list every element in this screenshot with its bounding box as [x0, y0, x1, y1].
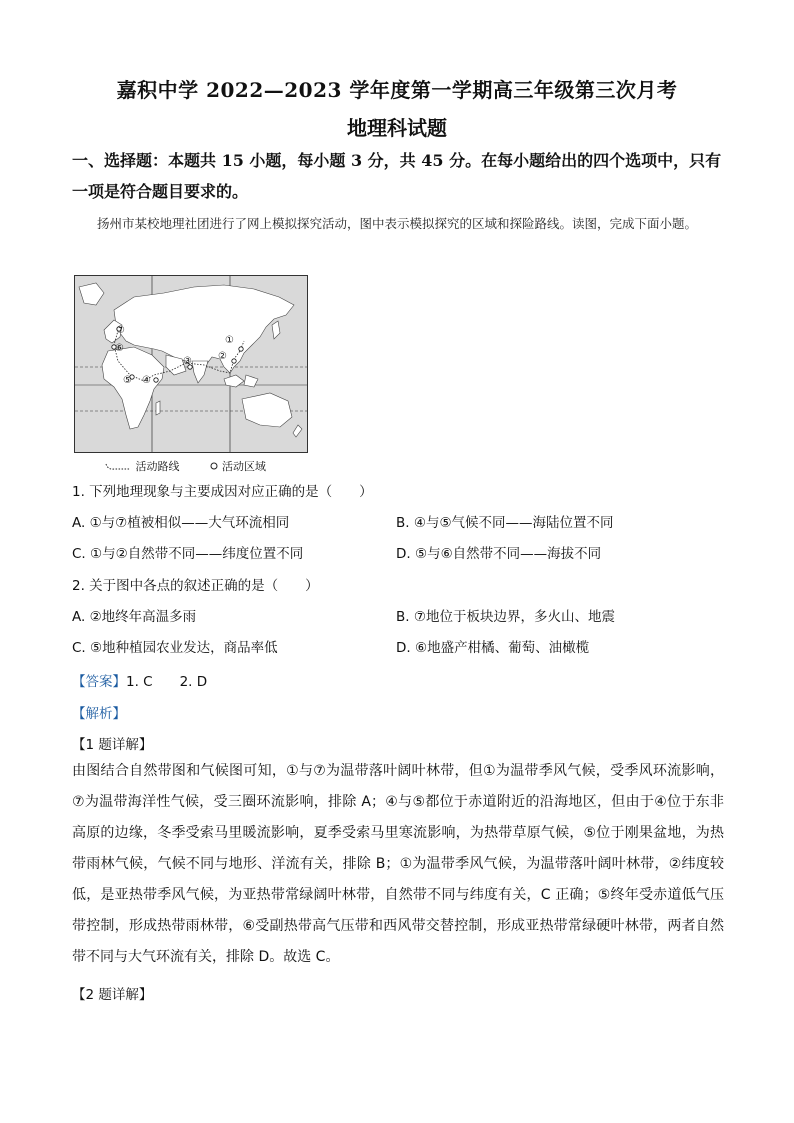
world-map [74, 275, 308, 453]
marker-5-label: ⑤ [123, 375, 132, 386]
map-legend [104, 458, 266, 474]
marker-7-label: ⑦ [116, 325, 125, 336]
section-heading: 一、选择题：本题共 15 小题，每小题 3 分，共 45 分。在每小题给出的四个选项中，只有一项是符合题目要求的。 [72, 151, 722, 201]
analysis-label: 【解析】 [72, 706, 126, 722]
area-legend-icon [209, 461, 219, 471]
question-2-stem: 2. 关于图中各点的叙述正确的是（ ） [72, 578, 319, 594]
marker-1-label: ① [225, 335, 234, 346]
legend-route-label: 活动路线 [135, 460, 180, 473]
madagascar-land [156, 401, 160, 415]
marker-6-label: ⑥ [115, 343, 124, 354]
marker-2-label: ② [218, 351, 227, 362]
q2-detail-heading: 【2 题详解】 [72, 987, 153, 1003]
marker-3-label: ③ [183, 356, 192, 367]
question-1-stem: 1. 下列地理现象与主要成因对应正确的是（ ） [72, 484, 373, 500]
question-1-option-b[interactable]: B. ④与⑤气候不同——海陆位置不同 [396, 515, 614, 531]
exam-subtitle: 地理科试题 [347, 116, 447, 140]
marker-1-dot [239, 347, 243, 351]
exam-title: 嘉积中学 2022—2023 学年度第一学期高三年级第三次月考 [116, 78, 678, 102]
world-map-figure [74, 275, 308, 453]
answer-value: 1. C 2. D [126, 674, 208, 690]
route-legend-icon [104, 461, 132, 471]
question-2-option-d[interactable]: D. ⑥地盛产柑橘、葡萄、油橄榄 [396, 640, 590, 656]
q1-detail-text: 由图结合自然带图和气候图可知，①与⑦为温带落叶阔叶林带，但①为温带季风气候，受季风环流影响，⑦为温带海洋性气候，受三圈环流影响，排除 A；④与⑤都位于赤道附近的沿海地区，但由于④位于东非高原的边缘，冬季受索马里暖流影响，夏季受索马里寒流影响，为热带草原气候，⑤位于刚果盆地，为热带雨林气候，气候不同与地形、洋流有关，排除 B；①为温带季风气候，为温带落叶阔叶林带，②纬度较低，是亚热带季风气候，为亚热带常绿阔叶林带，自然带不同与纬度有关，C 正确；⑤终年受赤道低气压带控制，形成热带雨林带，⑥受副热带高气压带和西风带交替控制，形成亚热带常绿硬叶林带，两者自然带不同与大气环流有关，排除 D。故选 C。 [72, 763, 724, 965]
question-intro: 扬州市某校地理社团进行了网上模拟探究活动，图中表示模拟探究的区域和探险路线。读图，完成下面小题。 [97, 216, 698, 231]
marker-4-dot [154, 378, 158, 382]
legend-area-label: 活动区域 [222, 460, 266, 473]
question-1-option-c[interactable]: C. ①与②自然带不同——纬度位置不同 [72, 546, 304, 562]
question-2-option-b[interactable]: B. ⑦地位于板块边界，多火山、地震 [396, 609, 615, 625]
question-2-option-c[interactable]: C. ⑤地种植园农业发达，商品率低 [72, 640, 278, 656]
question-2-option-a[interactable]: A. ②地终年高温多雨 [72, 609, 197, 625]
q1-detail-heading: 【1 题详解】 [72, 737, 153, 753]
marker-2-dot [232, 359, 236, 363]
answer-line [72, 670, 207, 690]
question-1-option-a[interactable]: A. ①与⑦植被相似——大气环流相同 [72, 515, 290, 531]
marker-4-label: ④ [142, 375, 151, 386]
answer-label: 【答案】 [72, 674, 126, 690]
question-1-option-d[interactable]: D. ⑤与⑥自然带不同——海拔不同 [396, 546, 602, 562]
